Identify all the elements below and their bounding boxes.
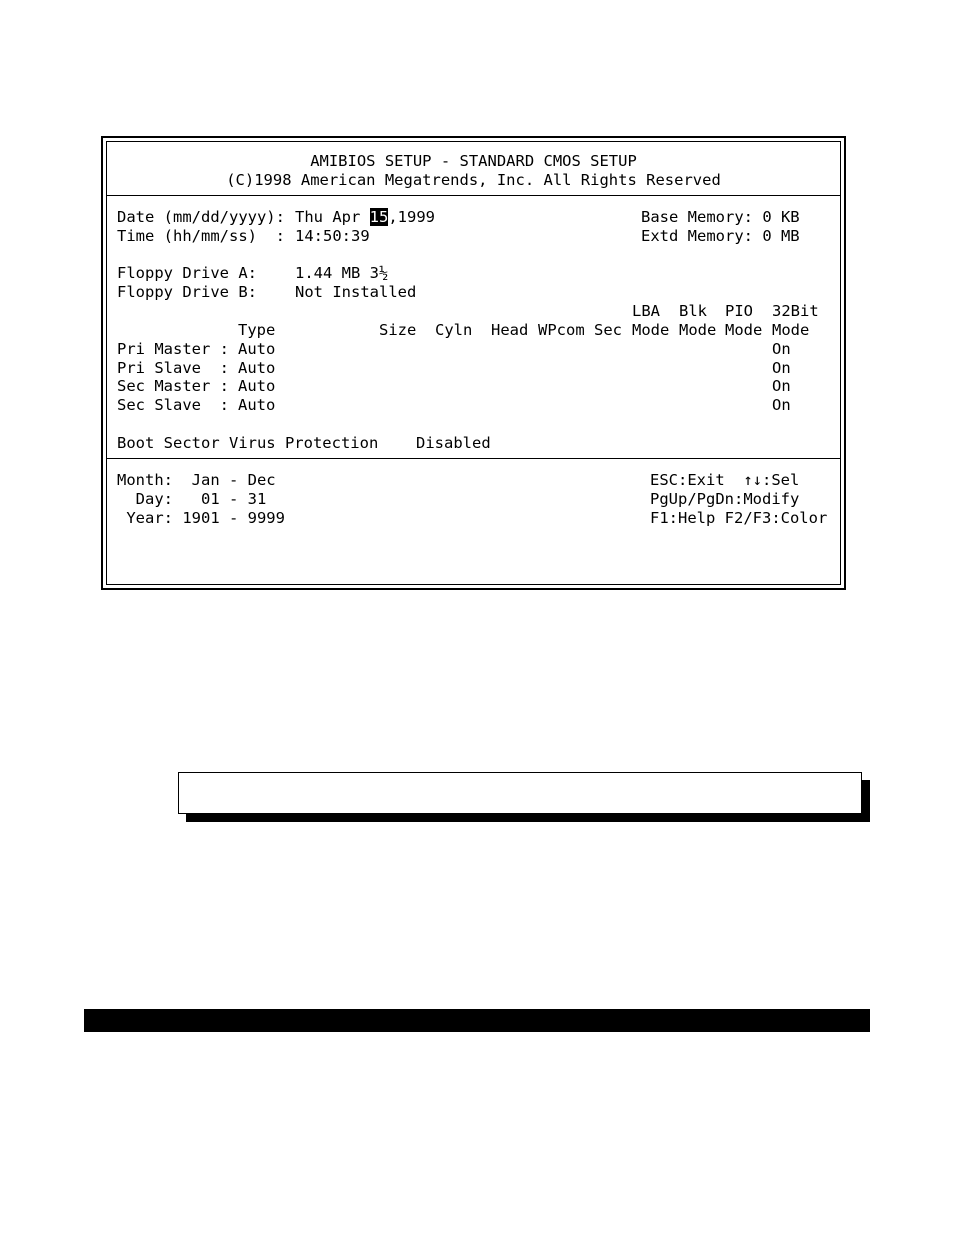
drive-row-label: Sec Slave : <box>117 396 229 414</box>
col-wpcom: WPcom <box>538 321 585 339</box>
date-suffix: ,1999 <box>388 208 435 226</box>
help-key-help-color: F1:Help F2/F3:Color <box>650 509 828 527</box>
floppy-a-label: Floppy Drive A: <box>117 264 257 282</box>
col-32bit-top: 32Bit <box>772 302 819 320</box>
col-pio-mode: Mode <box>725 321 763 339</box>
col-blk-mode: Mode <box>679 321 717 339</box>
drive-row-type[interactable]: Auto <box>238 359 276 377</box>
col-32bit-mode: Mode <box>772 321 810 339</box>
drive-row-label: Pri Master : <box>117 340 229 358</box>
help-key-modify: PgUp/PgDn:Modify <box>650 490 800 508</box>
date-field[interactable] <box>295 208 435 227</box>
help-key-exit-select: ESC:Exit ↑↓:Sel <box>650 471 800 489</box>
callout-box <box>178 772 862 814</box>
time-value[interactable]: 14:50:39 <box>295 227 370 245</box>
drive-row-type[interactable]: Auto <box>238 396 276 414</box>
time-label: Time (hh/mm/ss) : <box>117 227 285 245</box>
col-lba-mode: Mode <box>632 321 670 339</box>
drive-row-32bit[interactable]: On <box>772 359 791 377</box>
drive-row-32bit[interactable]: On <box>772 396 791 414</box>
bios-inner-frame <box>106 141 841 585</box>
virus-protection-label: Boot Sector Virus Protection <box>117 434 379 452</box>
drive-row-32bit[interactable]: On <box>772 340 791 358</box>
col-lba-top: LBA <box>632 302 660 320</box>
floppy-b-label: Floppy Drive B: <box>117 283 257 301</box>
drive-row-type[interactable]: Auto <box>238 377 276 395</box>
bios-copyright: (C)1998 American Megatrends, Inc. All Rights Reserved <box>226 171 721 189</box>
date-day-cursor[interactable]: 15 <box>369 208 389 226</box>
col-blk-top: Blk <box>679 302 707 320</box>
date-prefix: Thu Apr <box>295 208 370 226</box>
drive-row-32bit[interactable]: On <box>772 377 791 395</box>
drive-row-type[interactable]: Auto <box>238 340 276 358</box>
date-label: Date (mm/dd/yyyy): <box>117 208 285 226</box>
help-range-year: Year: 1901 - 9999 <box>117 509 285 527</box>
col-head: Head <box>491 321 529 339</box>
bios-title: AMIBIOS SETUP - STANDARD CMOS SETUP <box>310 152 637 170</box>
col-cyln: Cyln <box>435 321 473 339</box>
floppy-b-value[interactable]: Not Installed <box>295 283 417 301</box>
help-range-day: Day: 01 - 31 <box>117 490 267 508</box>
col-pio-top: PIO <box>725 302 753 320</box>
floppy-a-value[interactable]: 1.44 MB 3½ <box>295 264 389 282</box>
drive-row-label: Sec Master : <box>117 377 229 395</box>
drive-row-label: Pri Slave : <box>117 359 229 377</box>
help-range-month: Month: Jan - Dec <box>117 471 276 489</box>
page-rule-bar <box>84 1009 870 1032</box>
bios-setup-window <box>101 136 846 590</box>
base-memory: Base Memory: 0 KB <box>641 208 800 226</box>
header-divider <box>107 195 840 196</box>
col-size: Size <box>379 321 417 339</box>
col-sec: Sec <box>594 321 622 339</box>
extd-memory: Extd Memory: 0 MB <box>641 227 800 245</box>
col-type: Type <box>238 321 276 339</box>
virus-protection-value[interactable]: Disabled <box>416 434 491 452</box>
help-divider <box>107 458 840 459</box>
